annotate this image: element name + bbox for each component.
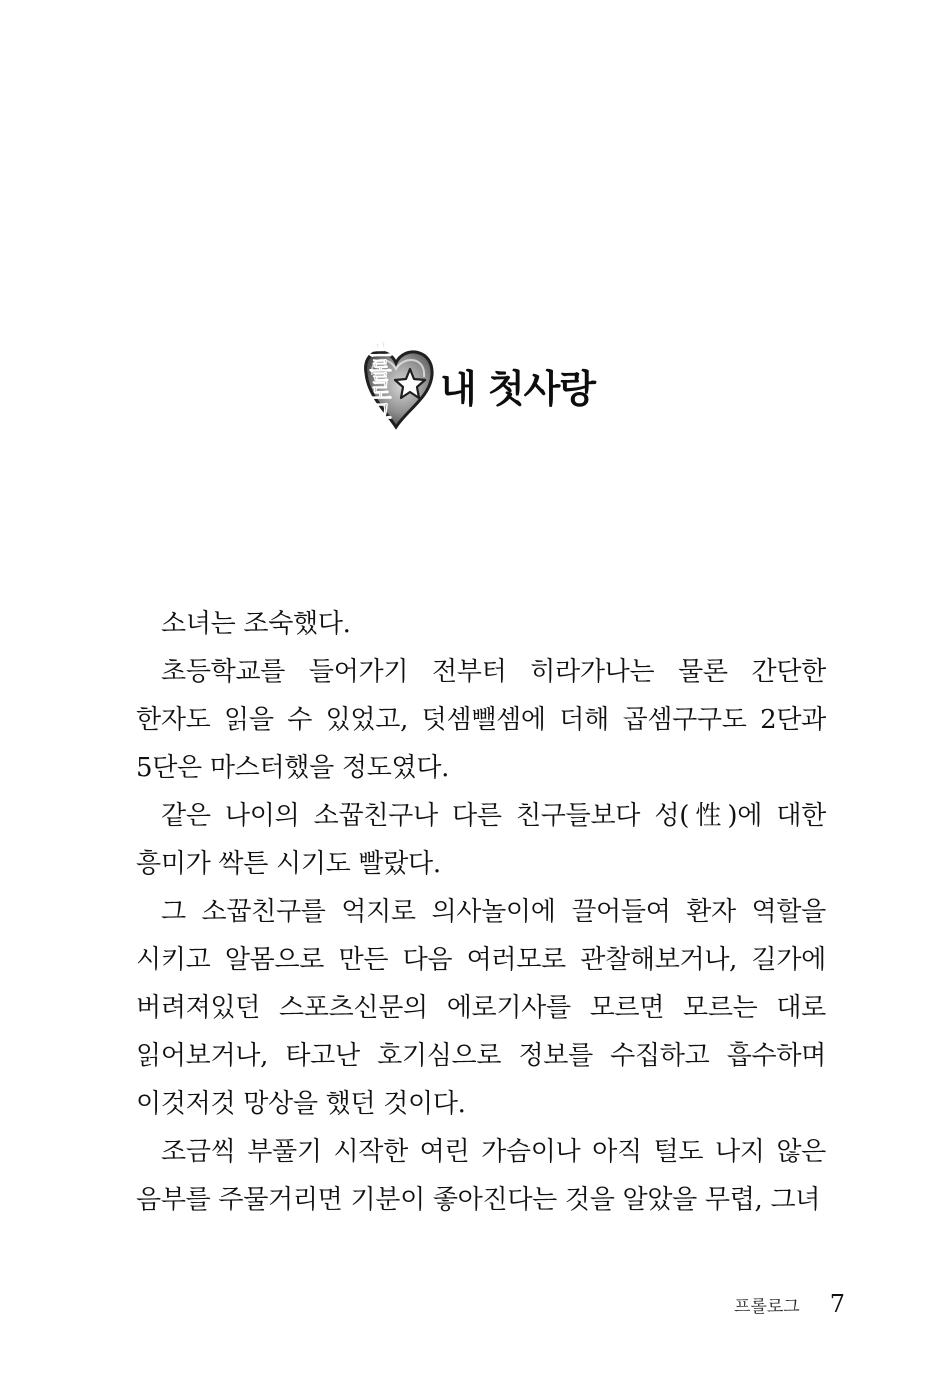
- chapter-badge-label: 프롤로그: [365, 337, 391, 421]
- footer-section-label: 프롤로그: [734, 1297, 800, 1317]
- paragraph: 그 소꿉친구를 억지로 의사놀이에 끌어들여 환자 역할을 시키고 알몸으로 만든 다음 여러모로 관찰해보거나, 길가에 버려져있던 스포츠신문의 에로기사를 모르면 모르는 대로 읽어보거나, 타고난 호기심으로 정보를 수집하고 흡수하며 이것저것 망상을 했던 것이다.: [136, 897, 826, 1119]
- paragraph: 같은 나이의 소꿉친구나 다른 친구들보다 성(性)에 대한 흥미가 싹튼 시기도 빨랐다.: [136, 801, 826, 879]
- page-number: 7: [829, 1290, 845, 1318]
- paragraph: 소녀는 조숙했다.: [161, 609, 351, 639]
- paragraph: 초등학교를 들어가기 전부터 히라가나는 물론 간단한 한자도 읽을 수 있었고, 덧셈뺄셈에 더해 곱셈구구도 2단과 5단은 마스터했을 정도였다.: [136, 657, 826, 783]
- paragraph: 조금씩 부풀기 시작한 여린 가슴이나 아직 털도 나지 않은 음부를 주물거리면 기분이 좋아진다는 것을 알았을 무렵, 그녀: [136, 1137, 826, 1215]
- chapter-title: 내 첫사랑: [440, 366, 596, 411]
- chapter-badge: [352, 335, 436, 435]
- body-text: [136, 600, 826, 1224]
- chapter-heading: [352, 335, 595, 435]
- running-footer: [734, 1290, 845, 1318]
